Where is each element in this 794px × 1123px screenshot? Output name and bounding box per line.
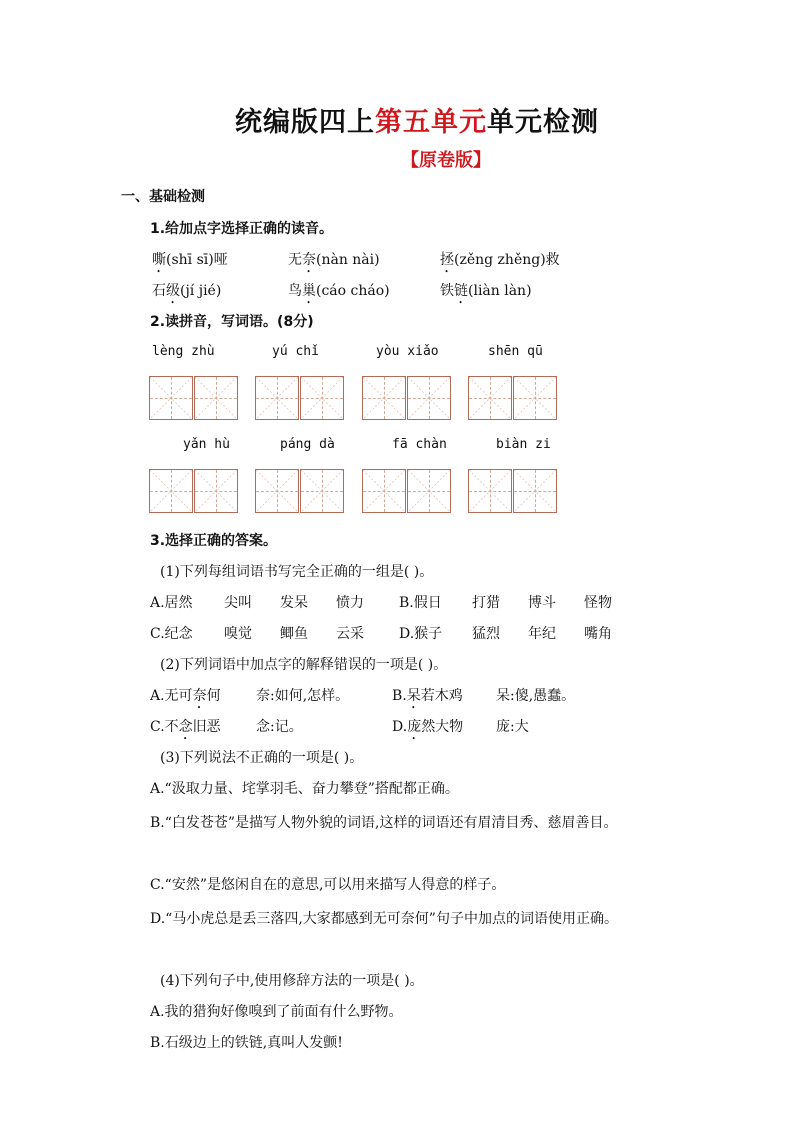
q1-item: 鸟巢(cáo cháo) — [288, 283, 390, 299]
pinyin-label: yòu xiǎo — [376, 344, 439, 359]
section-heading: 一、基础检测 — [121, 189, 205, 205]
option-word: C.纪念 — [150, 626, 193, 642]
option-word: D.猴子 — [399, 626, 443, 642]
option-explanation: 庞:大 — [496, 719, 529, 735]
title-unit-highlight: 第五单元 — [375, 107, 487, 138]
option-word: A.无可奈何 — [150, 688, 221, 704]
option-word: 云采 — [336, 626, 364, 642]
option-text: D.“马小虎总是丢三落四,大家都感到无可奈何”句子中加点的词语使用正确。 — [150, 911, 618, 927]
title-part-3: 单元检测 — [487, 107, 599, 138]
writing-box[interactable] — [194, 376, 238, 420]
option-explanation: 念:记。 — [256, 719, 303, 735]
writing-box[interactable] — [468, 469, 512, 513]
writing-box[interactable] — [300, 376, 344, 420]
option-text: A.“汲取力量、垞掌羽毛、奋力攀登”搭配都正确。 — [150, 781, 459, 797]
writing-box[interactable] — [149, 469, 193, 513]
writing-box[interactable] — [407, 376, 451, 420]
q1-item: 无奈(nàn nài) — [288, 252, 380, 268]
option-word: A.居然 — [150, 595, 193, 611]
option-word: B.呆若木鸡 — [392, 688, 463, 704]
q3-4-stem: (4)下列句子中,使用修辞方法的一项是( )。 — [160, 973, 424, 989]
q1-item: 嘶(shī sī)哑 — [152, 252, 228, 268]
pinyin-label: yǎn hù — [183, 437, 230, 452]
q3-heading: 3.选择正确的答案。 — [150, 533, 278, 549]
writing-box[interactable] — [255, 469, 299, 513]
option-word: 嘴角 — [584, 626, 612, 642]
pinyin-label: yú chǐ — [272, 344, 319, 359]
q2-heading: 2.读拼音，写词语。(8分) — [150, 314, 314, 330]
option-text: B.石级边上的铁链,真叫人发颤! — [150, 1035, 343, 1051]
q1-item: 铁链(liàn làn) — [440, 283, 532, 299]
option-word: 发呆 — [280, 595, 308, 611]
option-word: 打猎 — [472, 595, 500, 611]
option-word: 愤力 — [336, 595, 364, 611]
option-text: A.我的猎狗好像嗅到了前面有什么野物。 — [150, 1004, 403, 1020]
writing-box[interactable] — [362, 376, 406, 420]
option-word: B.假日 — [399, 595, 442, 611]
writing-box[interactable] — [468, 376, 512, 420]
pinyin-label: shēn qū — [488, 344, 543, 359]
writing-box[interactable] — [149, 376, 193, 420]
option-text: B.“白发苍苍”是描写人物外貌的词语,这样的词语还有眉清目秀、慈眉善目。 — [150, 815, 618, 831]
option-word: 猛烈 — [472, 626, 500, 642]
writing-box[interactable] — [513, 469, 557, 513]
pinyin-label: páng dà — [280, 437, 335, 452]
option-explanation: 奈:如何,怎样。 — [256, 688, 350, 704]
pinyin-label: fā chàn — [392, 437, 447, 452]
q3-1-stem: (1)下列每组词语书写完全正确的一组是( )。 — [160, 564, 434, 580]
q3-3-stem: (3)下列说法不正确的一项是( )。 — [160, 750, 364, 766]
writing-box[interactable] — [513, 376, 557, 420]
writing-box[interactable] — [255, 376, 299, 420]
q1-heading: 1.给加点字选择正确的读音。 — [150, 221, 334, 237]
option-explanation: 呆:傻,愚蠢。 — [496, 688, 576, 704]
option-word: 尖叫 — [224, 595, 252, 611]
option-word: 鲫鱼 — [280, 626, 308, 642]
writing-box[interactable] — [407, 469, 451, 513]
q3-2-stem: (2)下列词语中加点字的解释错误的一项是( )。 — [160, 657, 448, 673]
q1-item: 拯(zěng zhěng)救 — [440, 252, 560, 268]
q1-item: 石级(jí jié) — [152, 283, 222, 299]
writing-box[interactable] — [300, 469, 344, 513]
option-word: C.不念旧恶 — [150, 719, 221, 735]
page-title — [235, 100, 599, 139]
writing-box[interactable] — [362, 469, 406, 513]
page-subtitle: 【原卷版】 — [401, 150, 491, 171]
title-part-1: 统编版四上 — [235, 107, 375, 138]
option-word: 博斗 — [528, 595, 556, 611]
pinyin-label: lèng zhù — [152, 344, 215, 359]
writing-box[interactable] — [194, 469, 238, 513]
option-word: 年纪 — [528, 626, 556, 642]
option-word: 怪物 — [584, 595, 612, 611]
option-text: C.“安然”是悠闲自在的意思,可以用来描写人得意的样子。 — [150, 877, 506, 893]
pinyin-label: biàn zi — [496, 437, 551, 452]
option-word: D.庞然大物 — [392, 719, 464, 735]
option-word: 嗅觉 — [224, 626, 252, 642]
